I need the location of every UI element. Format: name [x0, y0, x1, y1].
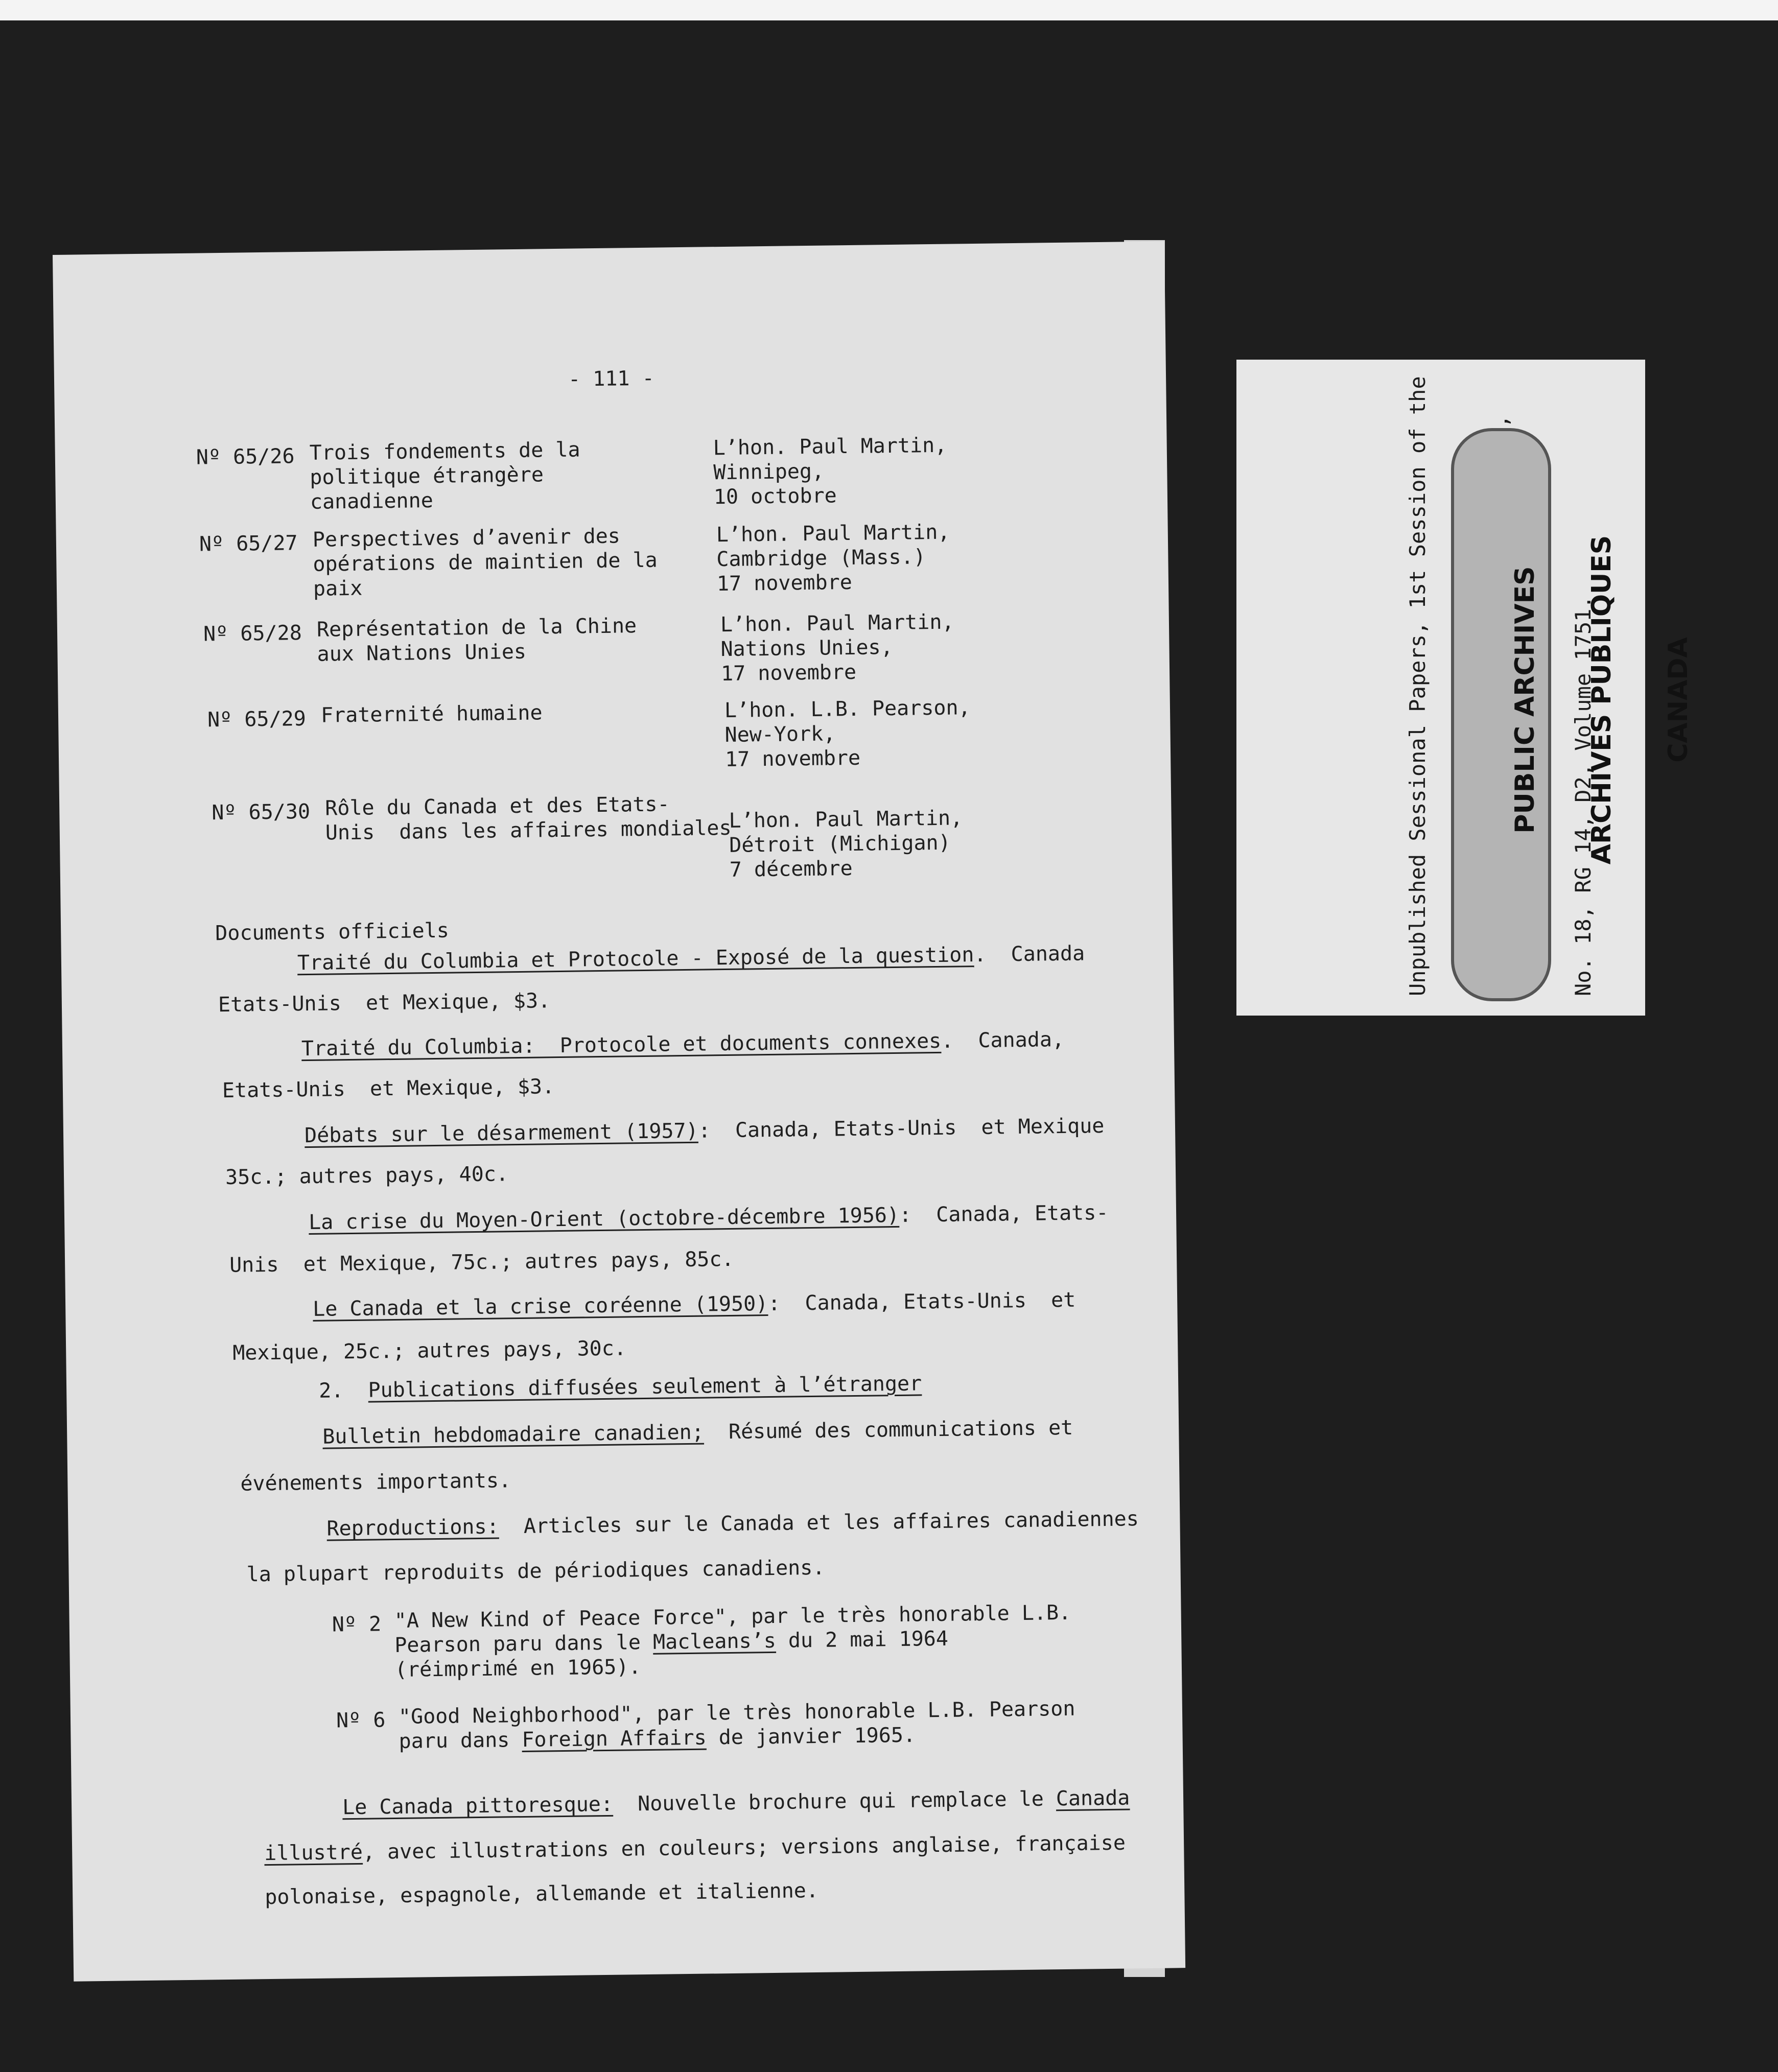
statement-number: Nº 65/27	[199, 531, 298, 556]
reproductions-line: Reproductions: Articles sur le Canada et les affaires canadiennes	[326, 1507, 1139, 1541]
reproductions-title: Reproductions:	[326, 1515, 499, 1541]
pittoresque-line: Le Canada pittoresque: Nouvelle brochure qui remplace le Canada	[342, 1786, 1130, 1820]
statement-title: Perspectives d’avenir des opérations de maintien de la paix	[312, 524, 658, 601]
reproduction-number: Nº 6	[336, 1708, 386, 1733]
bulletin-line-2: événements importants.	[240, 1469, 511, 1496]
document-title: La crise du Moyen-Orient (octobre-décembre 1956)	[308, 1203, 900, 1235]
statement-title: Représentation de la Chine aux Nations Unies	[316, 614, 637, 666]
document-item: Débats sur le désarmement (1957): Canada, Etats-Unis et Mexique	[304, 1114, 1105, 1148]
scan-top-margin	[0, 0, 1778, 20]
document-title: Traité du Columbia et Protocole - Exposé de la question	[297, 943, 974, 975]
document-item: La crise du Moyen-Orient (octobre-décembre 1956): Canada, Etats-	[308, 1200, 1109, 1235]
statement-speaker: L’hon. Paul Martin, Nations Unies, 17 novembre	[720, 610, 954, 686]
statement-speaker: L’hon. Paul Martin, Cambridge (Mass.) 17 novembre	[716, 520, 950, 596]
document-item-price: Etats-Unis et Mexique, $3.	[218, 989, 551, 1017]
reproduction-text: "A New Kind of Peace Force", par le très honorable L.B. Pearson paru dans le Macleans’s du 2 mai 1964 (réimprimé en 1965).	[394, 1600, 1071, 1682]
document-item-price: Unis et Mexique, 75c.; autres pays, 85c.	[229, 1247, 734, 1277]
document-title: Débats sur le désarmement (1957)	[304, 1119, 698, 1148]
statement-number: Nº 65/28	[203, 621, 302, 646]
bulletin-line: Bulletin hebdomadaire canadien; Résumé des communications et	[322, 1416, 1073, 1449]
document-item: Traité du Columbia et Protocole - Exposé de la question. Canada	[297, 941, 1085, 975]
section-2-heading: 2. Publications diffusées seulement à l’étranger	[318, 1372, 922, 1403]
statement-speaker: L’hon. L.B. Pearson, New-York, 17 novembre	[724, 696, 971, 771]
document-title: Le Canada et la crise coréenne (1950)	[312, 1292, 768, 1321]
documents-heading: Documents officiels	[215, 919, 450, 946]
statement-speaker: L’hon. Paul Martin, Winnipeg, 10 octobre	[713, 433, 947, 509]
document-item: Le Canada et la crise coréenne (1950): Canada, Etats-Unis et	[312, 1288, 1076, 1321]
page-number: - 111 -	[568, 366, 654, 391]
reproductions-line-2: la plupart reproduits de périodiques canadiens.	[246, 1556, 825, 1587]
statement-title: Fraternité humaine	[320, 701, 543, 727]
document-item-price: Etats-Unis et Mexique, $3.	[222, 1075, 555, 1103]
archives-stamp-text: PUBLIC ARCHIVES ARCHIVES PUBLIQUES CANADA	[1510, 535, 1694, 865]
statement-title: Rôle du Canada et des Etats- Unis dans les affaires mondiales	[324, 792, 732, 845]
statement-number: Nº 65/29	[207, 707, 307, 732]
reproduction-text: "Good Neighborhood", par le très honorable L.B. Pearson paru dans Foreign Affairs de janvier 1965.	[398, 1697, 1075, 1753]
document-item: Traité du Columbia: Protocole et documents connexes. Canada,	[301, 1027, 1065, 1061]
document-item-price: Mexique, 25c.; autres pays, 30c.	[232, 1336, 627, 1365]
bulletin-title: Bulletin hebdomadaire canadien;	[322, 1420, 705, 1449]
statement-title: Trois fondements de la politique étrangère canadienne	[309, 438, 580, 514]
reproduction-number: Nº 2	[332, 1612, 382, 1637]
document-item-price: 35c.; autres pays, 40c.	[225, 1162, 509, 1190]
pittoresque-title: Le Canada pittoresque:	[342, 1792, 614, 1820]
pittoresque-line-2: illustré, avec illustrations en couleurs; versions anglaise, française	[264, 1831, 1126, 1866]
document-title: Traité du Columbia: Protocole et documents connexes	[301, 1029, 942, 1061]
statement-speaker: L’hon. Paul Martin, Détroit (Michigan) 7 décembre	[729, 806, 963, 882]
document-page	[53, 241, 1185, 1981]
statement-number: Nº 65/30	[212, 799, 311, 825]
pittoresque-line-3: polonaise, espagnole, allemande et italienne.	[265, 1878, 819, 1910]
archive-citation: Unpublished Sessional Papers, 1st Session of the No. 18, RG 14, D2, Volume 1751.	[1405, 376, 1596, 996]
statement-number: Nº 65/26	[196, 444, 295, 469]
